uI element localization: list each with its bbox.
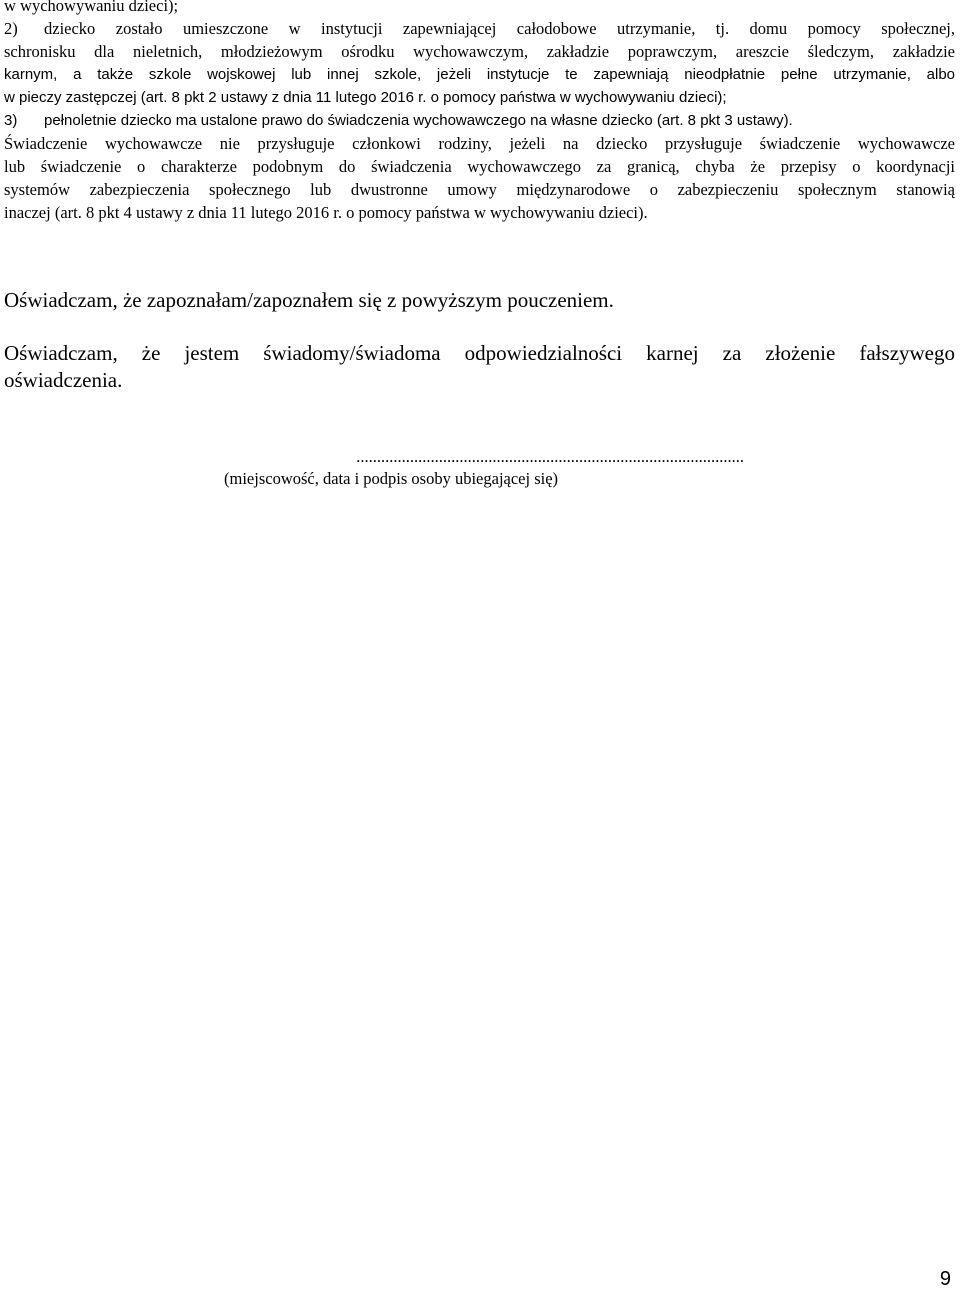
statement-acknowledgement — [4, 287, 955, 314]
legal-text-block — [4, 0, 955, 224]
statement-liability — [4, 340, 955, 394]
statement2-line-1: Oświadczam, że jestem świadomy/świadoma odpowiedzialności karnej za złożenie fałszywego — [4, 341, 955, 365]
paragraph-line-2: lub świadczenie o charakterze podobnym do świadczenia wychowawczego za granicą, chyba że przepisy o koordynacji — [4, 157, 955, 176]
item2-line-4: w pieczy zastępczej (art. 8 pkt 2 ustawy z dnia 11 lutego 2016 r. o pomocy państwa w wychowywaniu dzieci); — [4, 89, 727, 106]
item2-continuation — [4, 40, 955, 109]
item2-line-1: dziecko zostało umieszczone w instytucji zapewniającej całodobowe utrzymanie, tj. domu pomocy społecznej, — [44, 19, 955, 38]
item2-line-2: schronisku dla nieletnich, młodzieżowym ośrodku wychowawczym, zakładzie poprawczym, areszcie śledczym, zakładzie — [4, 42, 955, 61]
paragraph-line-4: inaczej (art. 8 pkt 4 ustawy z dnia 11 lutego 2016 r. o pomocy państwa w wychowywaniu dzieci). — [4, 203, 648, 222]
list-item-2 — [4, 17, 955, 40]
list-number: 2) — [4, 19, 18, 38]
signature-line: .............................................................................................. — [356, 448, 744, 466]
paragraph-benefit — [4, 132, 955, 224]
item3-text: pełnoletnie dziecko ma ustalone prawo do świadczenia wychowawczego na własne dziecko (art. 8 pkt 3 ustawy). — [44, 112, 793, 129]
document-page — [4, 0, 955, 1295]
signature-block — [204, 448, 744, 490]
page-number: 9 — [939, 1268, 951, 1290]
paragraph-line-1: Świadczenie wychowawcze nie przysługuje członkowi rodziny, jeżeli na dziecko przysługuje świadczenie wychowawcze — [4, 134, 955, 153]
statement2-line-2: oświadczenia. — [4, 368, 123, 392]
item2-line-3: karnym, a także szkole wojskowej lub innej szkole, jeżeli instytucje te zapewniają nieodpłatnie pełne utrzymanie, albo — [4, 66, 955, 83]
list-number: 3) — [4, 112, 18, 129]
list-item-3 — [4, 109, 955, 132]
paragraph-line-3: systemów zabezpieczenia społecznego lub dwustronne umowy międzynarodowe o zabezpieczeniu społecznym stanowią — [4, 180, 955, 199]
signature-caption: (miejscowość, data i podpis osoby ubiegającej się) — [224, 469, 559, 488]
statement1-text: Oświadczam, że zapoznałam/zapoznałem się z powyższym pouczeniem. — [4, 288, 614, 312]
intro-line: w wychowywaniu dzieci); — [4, 0, 179, 15]
